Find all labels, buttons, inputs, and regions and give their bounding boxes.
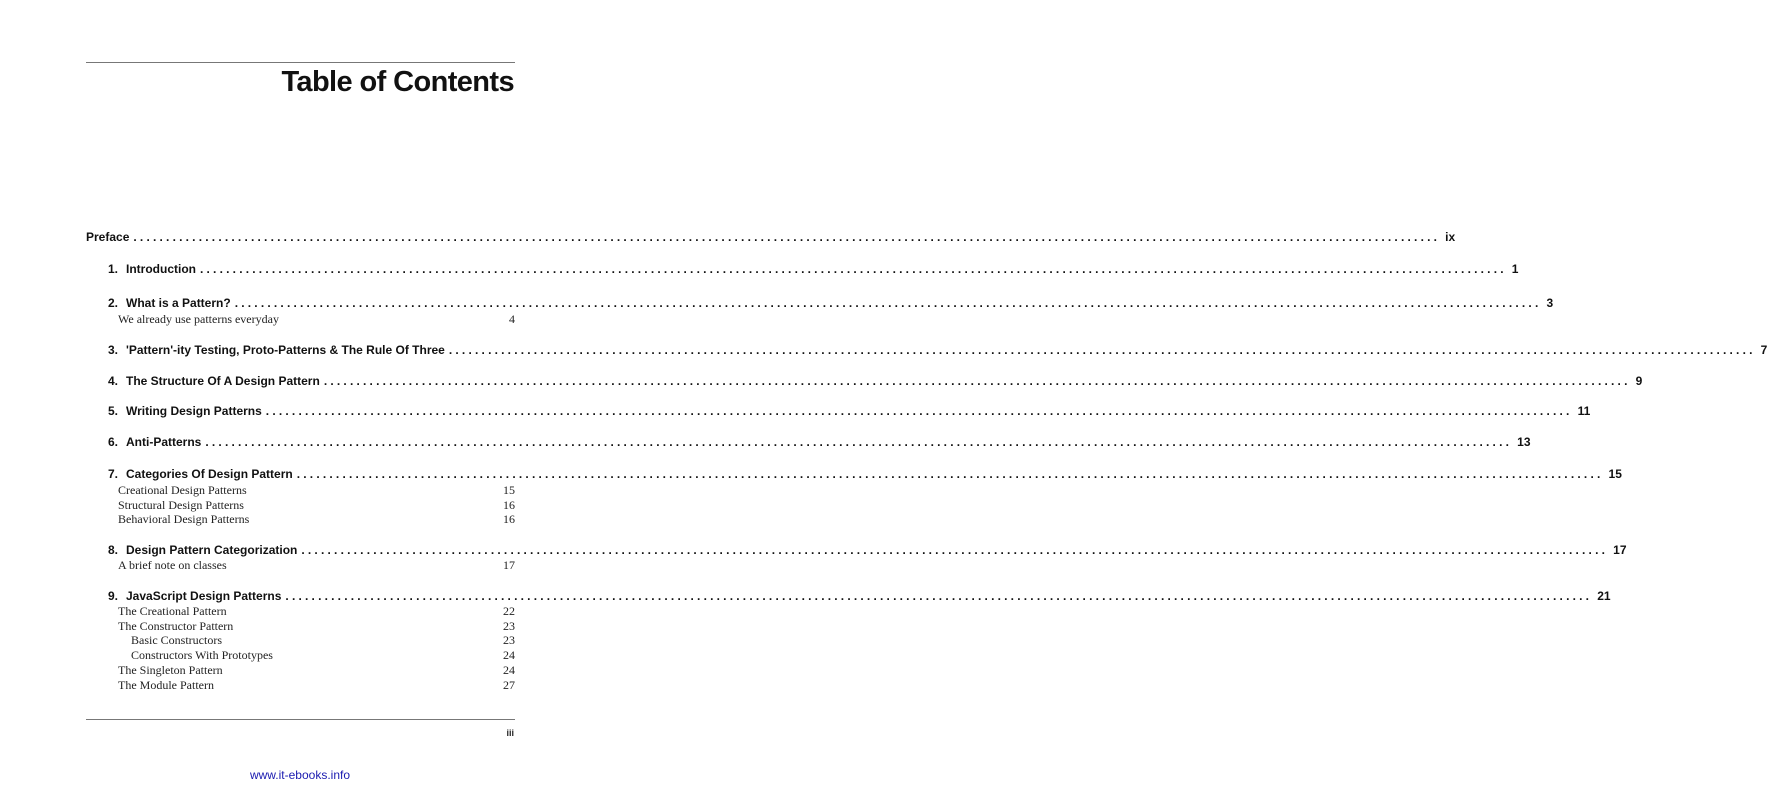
toc-section[interactable] (118, 678, 515, 693)
section-page: 17 (503, 558, 515, 572)
chapter-title: 'Pattern'-ity Testing, Proto-Patterns & The Rule Of Three (126, 343, 445, 357)
chapter-title: Anti-Patterns (126, 435, 202, 449)
toc-entry-preface[interactable] (86, 230, 1456, 245)
section-page: 4 (509, 312, 515, 326)
toc-section[interactable] (118, 312, 515, 327)
leader-dots: ........................................................................................................................................................................................................ (205, 435, 1513, 449)
toc-section[interactable] (118, 663, 515, 678)
toc-section[interactable] (118, 483, 515, 498)
toc-chapter-6[interactable] (86, 435, 1531, 450)
leader-dots: ........................................................................................................................................................................................................ (199, 262, 1507, 276)
chapter-page: 3 (1546, 296, 1554, 310)
toc-entry-label: Preface (86, 230, 130, 244)
section-page: 16 (503, 498, 515, 512)
toc-chapter-7[interactable] (86, 467, 1622, 482)
chapter-number: 7. (107, 467, 118, 481)
section-title: The Constructor Pattern (118, 619, 234, 633)
chapter-number: 9. (107, 589, 118, 603)
section-title: A brief note on classes (118, 558, 227, 572)
toc-chapter-3[interactable] (86, 343, 1767, 358)
toc-section[interactable] (118, 604, 515, 619)
section-page: 15 (503, 483, 515, 497)
chapter-number: 4. (107, 374, 118, 388)
section-title: Basic Constructors (131, 633, 222, 647)
chapter-page: 11 (1577, 404, 1591, 418)
footer-url-link[interactable]: www.it-ebooks.info (249, 768, 351, 782)
leader-dots: ........................................................................................................................................................................................................ (323, 374, 1631, 388)
toc-section[interactable] (118, 619, 515, 634)
section-title: Behavioral Design Patterns (118, 512, 250, 526)
section-page: 24 (503, 663, 515, 677)
section-page: 23 (503, 633, 515, 647)
section-title: Creational Design Patterns (118, 483, 247, 497)
section-title: Constructors With Prototypes (131, 648, 273, 662)
section-page: 16 (503, 512, 515, 526)
leader-dots: ........................................................................................................................................................................................................ (296, 467, 1604, 481)
footer-rule (86, 719, 515, 720)
toc-chapter-1[interactable] (86, 262, 1519, 277)
toc-chapter-8[interactable] (86, 543, 1627, 558)
chapter-page: 21 (1597, 589, 1611, 603)
section-page: 24 (503, 648, 515, 662)
chapter-page: 13 (1517, 435, 1531, 449)
toc-section[interactable] (118, 512, 515, 527)
chapter-title: What is a Pattern? (126, 296, 231, 310)
leader-dots: ........................................................................................................................................................................................................ (285, 589, 1593, 603)
chapter-title: The Structure Of A Design Pattern (126, 374, 320, 388)
chapter-number: 2. (107, 296, 118, 310)
chapter-number: 8. (107, 543, 118, 557)
section-page: 27 (503, 678, 515, 692)
toc-section[interactable] (118, 558, 515, 573)
chapter-page: 9 (1635, 374, 1643, 388)
toc-subsection[interactable] (131, 633, 515, 648)
toc-chapter-9[interactable] (86, 589, 1611, 604)
chapter-title: JavaScript Design Patterns (126, 589, 282, 603)
toc-chapter-4[interactable] (86, 374, 1643, 389)
section-title: The Module Pattern (118, 678, 214, 692)
leader-dots: ........................................................................................................................................................................................................ (301, 543, 1609, 557)
leader-dots: ........................................................................................................................................................................................................ (265, 404, 1573, 418)
chapter-title: Design Pattern Categorization (126, 543, 298, 557)
page-title: Table of Contents (281, 66, 514, 98)
section-title: We already use patterns everyday (118, 312, 279, 326)
page-number: iii (506, 728, 514, 738)
section-title: The Creational Pattern (118, 604, 227, 618)
chapter-page: 7 (1760, 343, 1767, 357)
toc-subsection[interactable] (131, 648, 515, 663)
chapter-title: Writing Design Patterns (126, 404, 262, 418)
chapter-number: 5. (107, 404, 118, 418)
chapter-title: Introduction (126, 262, 196, 276)
chapter-number: 3. (107, 343, 118, 357)
chapter-page: 17 (1613, 543, 1627, 557)
section-title: The Singleton Pattern (118, 663, 223, 677)
chapter-page: 1 (1511, 262, 1519, 276)
toc-section[interactable] (118, 498, 515, 513)
chapter-page: 15 (1608, 467, 1622, 481)
section-page: 23 (503, 619, 515, 633)
leader-dots: ........................................................................................................................................................................................................ (448, 343, 1756, 357)
leader-dots: ........................................................................................................................................................................................................ (133, 230, 1441, 244)
section-title: Structural Design Patterns (118, 498, 244, 512)
chapter-number: 6. (107, 435, 118, 449)
leader-dots: ........................................................................................................................................................................................................ (234, 296, 1542, 310)
chapter-number: 1. (107, 262, 118, 276)
header-rule (86, 62, 515, 63)
chapter-title: Categories Of Design Pattern (126, 467, 293, 481)
toc-chapter-5[interactable] (86, 404, 1591, 419)
toc-entry-page: ix (1445, 230, 1456, 244)
toc-chapter-2[interactable] (86, 296, 1554, 311)
section-page: 22 (503, 604, 515, 618)
